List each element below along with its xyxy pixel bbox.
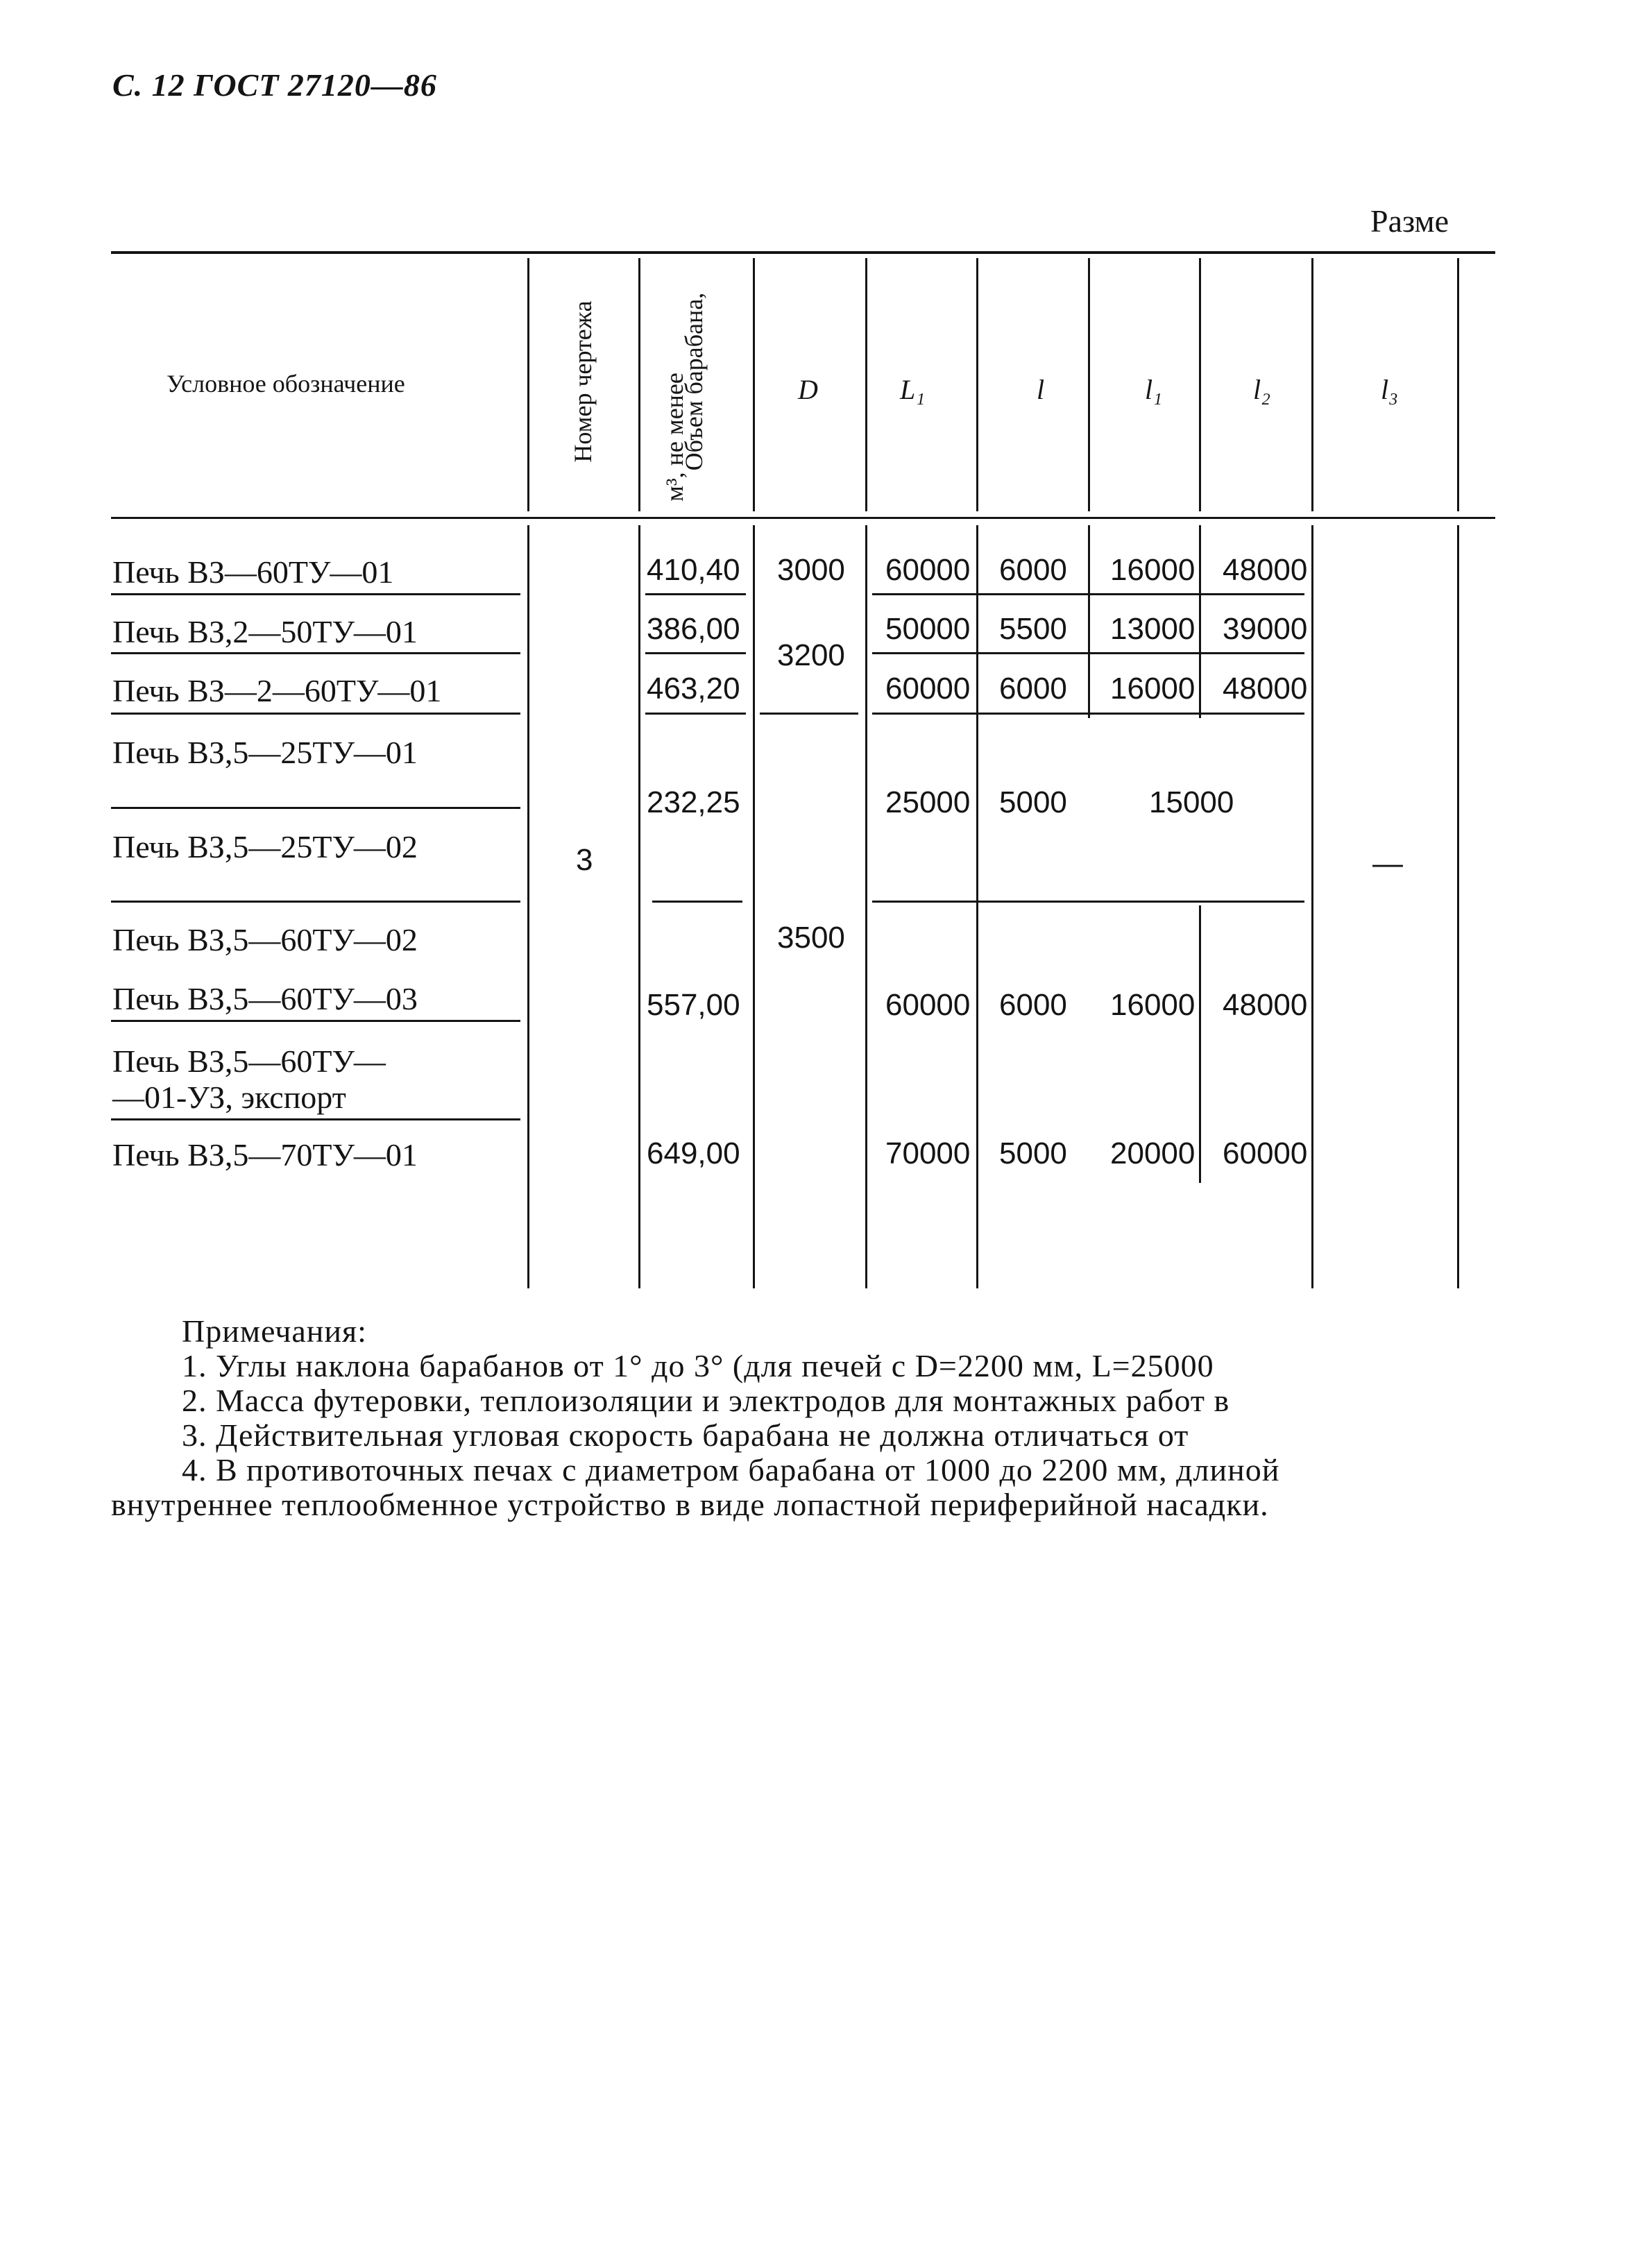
row-sep — [111, 901, 520, 903]
l1-cell: 20000 — [1110, 1136, 1196, 1170]
col-drawing-header: Номер чертежа — [569, 300, 597, 463]
body-vline — [1199, 905, 1201, 1183]
l2-cell: 48000 — [1223, 672, 1308, 706]
row-sep — [872, 652, 1304, 654]
l2-cell: 60000 — [1223, 1136, 1308, 1170]
row-name-line2: —01-УЗ, экспорт — [112, 1080, 346, 1115]
body-vline — [638, 525, 640, 1288]
header-bottom-rule — [111, 517, 1495, 519]
l-cell: 5000 — [999, 1136, 1067, 1170]
body-vline — [865, 525, 867, 1288]
note-item: 1. Углы наклона барабанов от 1° до 3° (для печей с D=2200 мм, L=25000 — [182, 1348, 1214, 1383]
col-l1-header: l₁ — [1145, 374, 1163, 405]
drawing-number: 3 — [576, 843, 593, 877]
row-name: Печь ВЗ,5—70ТУ—01 — [112, 1137, 418, 1173]
col-L1-header: L₁ — [900, 374, 926, 405]
row-name-line1: Печь ВЗ,5—60ТУ— — [112, 1043, 386, 1079]
hdr-vline — [1199, 258, 1201, 511]
col-designation-header: Условное обозначение — [167, 370, 405, 398]
row-sep — [872, 713, 1304, 715]
hdr-vline — [1088, 258, 1090, 511]
row-sep — [872, 901, 1304, 903]
l2-cell: 48000 — [1223, 988, 1308, 1022]
row-sep — [645, 593, 746, 595]
l1-cell: 16000 — [1110, 553, 1196, 587]
note-item: 3. Действительная угловая скорость барабана не должна отличаться от — [182, 1417, 1189, 1453]
l-cell: 6000 — [999, 672, 1067, 706]
row-sep — [760, 713, 858, 715]
body-vline — [1311, 525, 1313, 1288]
d-cell: 3000 — [777, 553, 845, 587]
L1-cell: 50000 — [885, 612, 971, 646]
d-cell: 3200 — [777, 638, 845, 672]
d-cell: 3500 — [777, 921, 845, 955]
hdr-vline — [638, 258, 640, 511]
row-name: Печь ВЗ,5—60ТУ—03 — [112, 981, 418, 1016]
body-vline — [1088, 525, 1090, 718]
hdr-vline — [753, 258, 755, 511]
l1-cell: 13000 — [1110, 612, 1196, 646]
body-vline — [1457, 525, 1459, 1288]
volume-cell: 410,40 — [647, 553, 740, 587]
L1-cell: 70000 — [885, 1136, 971, 1170]
note-item: 2. Масса футеровки, теплоизоляции и электродов для монтажных работ в — [182, 1383, 1230, 1418]
col-l2-header: l₂ — [1253, 374, 1271, 405]
row-sep — [111, 652, 520, 654]
l-cell: 5000 — [999, 785, 1067, 819]
volume-cell: 463,20 — [647, 672, 740, 706]
note-item: внутреннее теплообменное устройство в виде лопастной периферийной насадки. — [111, 1487, 1269, 1522]
row-sep — [111, 807, 520, 809]
table-top-rule — [111, 251, 1495, 254]
col-l-header: l — [1037, 374, 1045, 405]
col-l3-header: l₃ — [1381, 374, 1399, 405]
row-sep — [645, 713, 746, 715]
row-sep — [111, 1020, 520, 1022]
row-name: Печь ВЗ—2—60ТУ—01 — [112, 673, 442, 708]
L1-cell: 60000 — [885, 672, 971, 706]
l1-l2-merged-cell: 15000 — [1149, 785, 1234, 819]
l2-cell: 39000 — [1223, 612, 1308, 646]
l3-cell: — — [1372, 846, 1403, 880]
l-cell: 6000 — [999, 988, 1067, 1022]
body-vline — [527, 525, 529, 1288]
volume-cell: 557,00 — [647, 988, 740, 1022]
col-D-header: D — [798, 374, 818, 405]
hdr-vline — [865, 258, 867, 511]
volume-cell: 386,00 — [647, 612, 740, 646]
l-cell: 6000 — [999, 553, 1067, 587]
row-sep — [111, 1118, 520, 1120]
volume-cell: 232,25 — [647, 785, 740, 819]
l2-cell: 48000 — [1223, 553, 1308, 587]
row-sep — [645, 652, 746, 654]
row-name: Печь ВЗ,2—50ТУ—01 — [112, 614, 418, 649]
row-name: Печь ВЗ,5—60ТУ—02 — [112, 922, 418, 957]
body-vline — [976, 525, 978, 1288]
note-item: 4. В противоточных печах с диаметром барабана от 1000 до 2200 мм, длиной — [182, 1452, 1280, 1487]
row-sep — [652, 901, 742, 903]
row-sep — [872, 593, 1304, 595]
l-cell: 5500 — [999, 612, 1067, 646]
body-vline — [753, 525, 755, 1288]
col-volume-header-line2: м³, не менее — [661, 373, 688, 502]
L1-cell: 60000 — [885, 988, 971, 1022]
row-sep — [111, 593, 520, 595]
table-caption: Разме — [1370, 203, 1449, 239]
notes-title: Примечания: — [182, 1313, 367, 1349]
row-name: Печь ВЗ,5—25ТУ—01 — [112, 735, 418, 770]
L1-cell: 25000 — [885, 785, 971, 819]
row-name: Печь ВЗ,5—25ТУ—02 — [112, 829, 418, 864]
hdr-vline — [1457, 258, 1459, 511]
hdr-vline — [527, 258, 529, 511]
row-sep — [111, 713, 520, 715]
l1-cell: 16000 — [1110, 672, 1196, 706]
row-name: Печь ВЗ—60ТУ—01 — [112, 554, 394, 590]
page-header: С. 12 ГОСТ 27120—86 — [112, 67, 437, 103]
L1-cell: 60000 — [885, 553, 971, 587]
hdr-vline — [976, 258, 978, 511]
col-volume-header-line1: Объем барабана, — [680, 292, 708, 471]
l1-cell: 16000 — [1110, 988, 1196, 1022]
body-vline — [1199, 525, 1201, 718]
volume-cell: 649,00 — [647, 1136, 740, 1170]
hdr-vline — [1311, 258, 1313, 511]
